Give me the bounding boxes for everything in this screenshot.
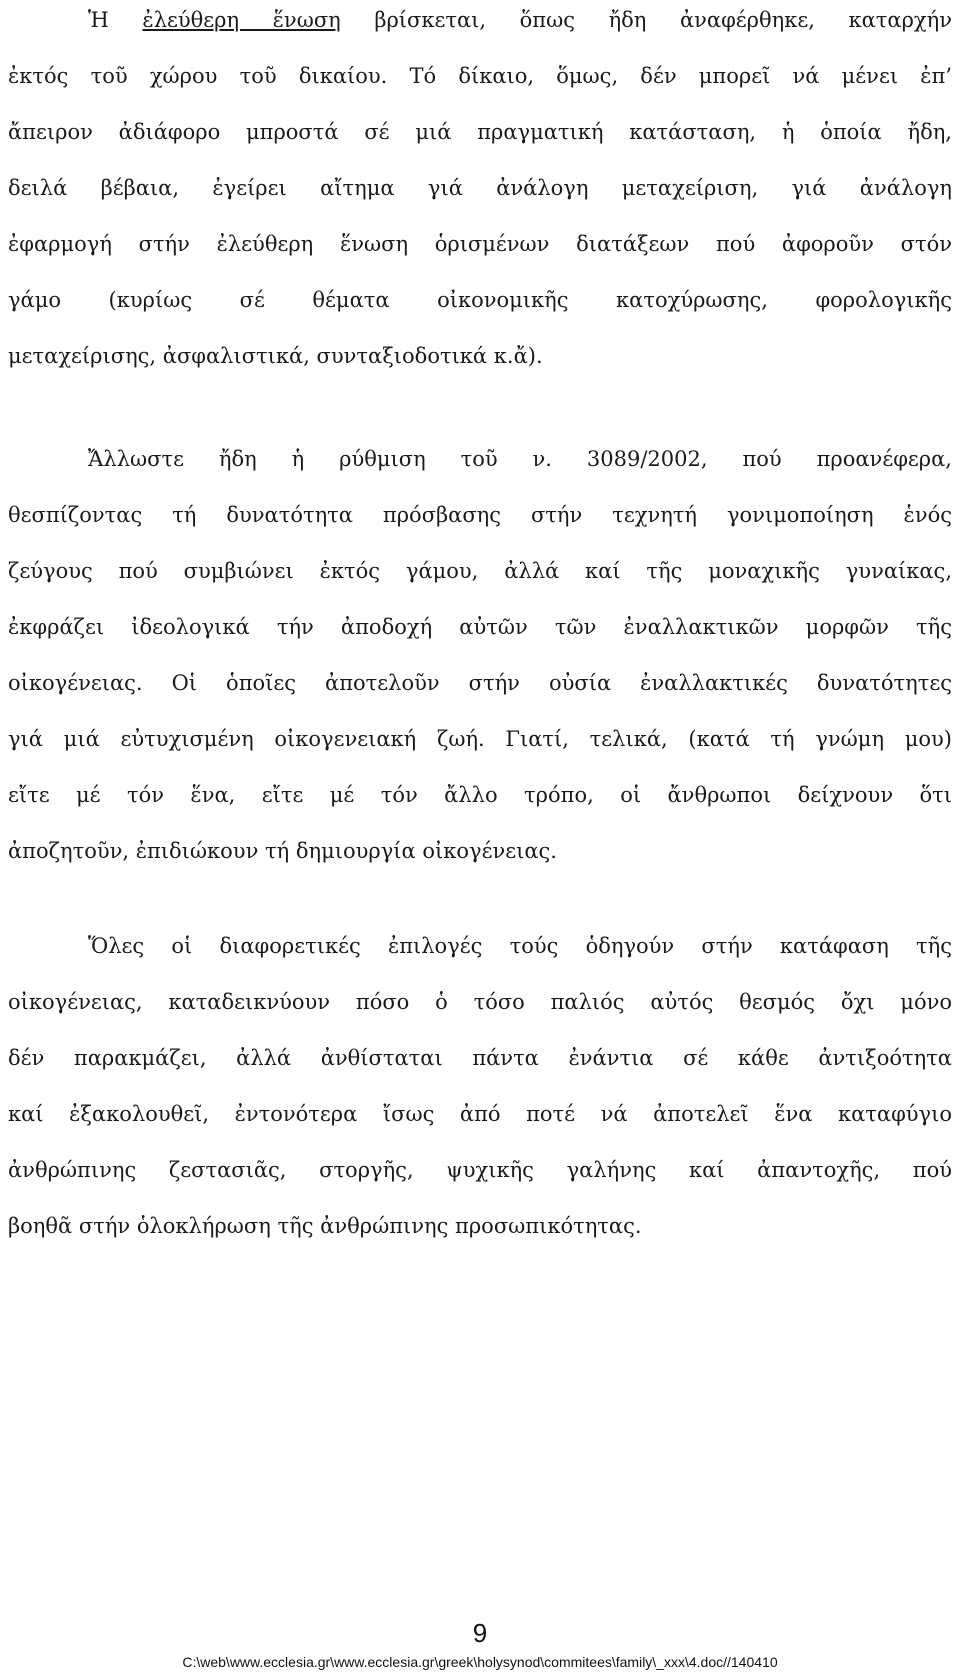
footer-file-path: C:\web\www.ecclesia.gr\www.ecclesia.gr\greek\holysynod\commitees\family\_xxx\4.doc//140410 xyxy=(182,1654,778,1670)
paragraph-2-line-5: οἰκογένειας. Οἱ ὁποῖες ἀποτελοῦν στήν οὐσία ἐναλλακτικές δυνατότητες xyxy=(8,671,952,695)
paragraph-2-line-7: εἴτε μέ τόν ἕνα, εἴτε μέ τόν ἄλλο τρόπο, οἱ ἄνθρωποι δείχνουν ὅτι xyxy=(8,783,952,807)
underlined-phrase: ἐλεύθερη ἕνωση xyxy=(142,8,341,32)
paragraph-2-line-1: Ἄλλωστε ἤδη ἡ ρύθμιση τοῦ ν. 3089/2002, πού προανέφερα, xyxy=(88,447,952,471)
paragraph-1-line-2: ἐκτός τοῦ χώρου τοῦ δικαίου. Τό δίκαιο, ὅμως, δέν μπορεῖ νά μένει ἐπ’ xyxy=(8,64,952,88)
paragraph-2-line-4: ἐκφράζει ἰδεολογικά τήν ἀποδοχή αὐτῶν τῶν ἐναλλακτικῶν μορφῶν τῆς xyxy=(8,615,952,639)
paragraph-1-line-7: μεταχείρισης, ἀσφαλιστικά, συνταξιοδοτικά κ.ἄ). xyxy=(8,344,543,368)
paragraph-3-line-3: δέν παρακμάζει, ἀλλά ἀνθίσταται πάντα ἐνάντια σέ κάθε ἀντιξοότητα xyxy=(8,1046,952,1070)
paragraph-3 xyxy=(8,918,952,1254)
paragraph-2-line-8: ἀποζητοῦν, ἐπιδιώκουν τή δημιουργία οἰκογένειας. xyxy=(8,839,557,863)
paragraph-2-line-3: ζεύγους πού συμβιώνει ἐκτός γάμου, ἀλλά καί τῆς μοναχικῆς γυναίκας, xyxy=(8,559,952,583)
paragraph-3-line-5: ἀνθρώπινης ζεστασιᾶς, στοργῆς, ψυχικῆς γαλήνης καί ἀπαντοχῆς, πού xyxy=(8,1158,952,1182)
paragraph-2-line-2: θεσπίζοντας τή δυνατότητα πρόσβασης στήν τεχνητή γονιμοποίηση ἑνός xyxy=(8,503,952,527)
paragraph-2-line-6: γιά μιά εὐτυχισμένη οἰκογενειακή ζωή. Γιατί, τελικά, (κατά τή γνώμη μου) xyxy=(8,727,952,751)
paragraph-1-line-3: ἄπειρον ἀδιάφορο μπροστά σέ μιά πραγματική κατάσταση, ἡ ὁποία ἤδη, xyxy=(8,120,952,144)
paragraph-1-line-5: ἐφαρμογή στήν ἐλεύθερη ἕνωση ὁρισμένων διατάξεων πού ἀφοροῦν στόν xyxy=(8,232,952,256)
paragraph-3-line-6: βοηθᾶ στήν ὁλοκλήρωση τῆς ἀνθρώπινης προσωπικότητας. xyxy=(8,1214,642,1238)
paragraph-1-line-1 xyxy=(8,0,952,48)
paragraph-3-line-4: καί ἐξακολουθεῖ, ἐντονότερα ἴσως ἀπό ποτέ νά ἀποτελεῖ ἕνα καταφύγιο xyxy=(8,1102,952,1126)
paragraph-1 xyxy=(8,0,952,384)
page-number: 9 xyxy=(472,1618,488,1648)
paragraph-1-line-4: δειλά βέβαια, ἐγείρει αἴτημα γιά ἀνάλογη μεταχείριση, γιά ἀνάλογη xyxy=(8,176,952,200)
paragraph-2 xyxy=(8,431,952,879)
paragraph-3-line-2: οἰκογένειας, καταδεικνύουν πόσο ὁ τόσο παλιός αὐτός θεσμός ὄχι μόνο xyxy=(8,990,952,1014)
paragraph-1-line-1-rest: βρίσκεται, ὅπως ἤδη ἀναφέρθηκε, καταρχήν xyxy=(340,8,952,32)
paragraph-3-line-1: Ὅλες οἱ διαφορετικές ἐπιλογές τούς ὁδηγούν στήν κατάφαση τῆς xyxy=(88,934,952,958)
paragraph-1-line-6: γάμο (κυρίως σέ θέματα οἰκονομικῆς κατοχύρωσης, φορολογικῆς xyxy=(8,288,952,312)
paragraph-1-line-1-start: Ἡ xyxy=(88,8,143,32)
